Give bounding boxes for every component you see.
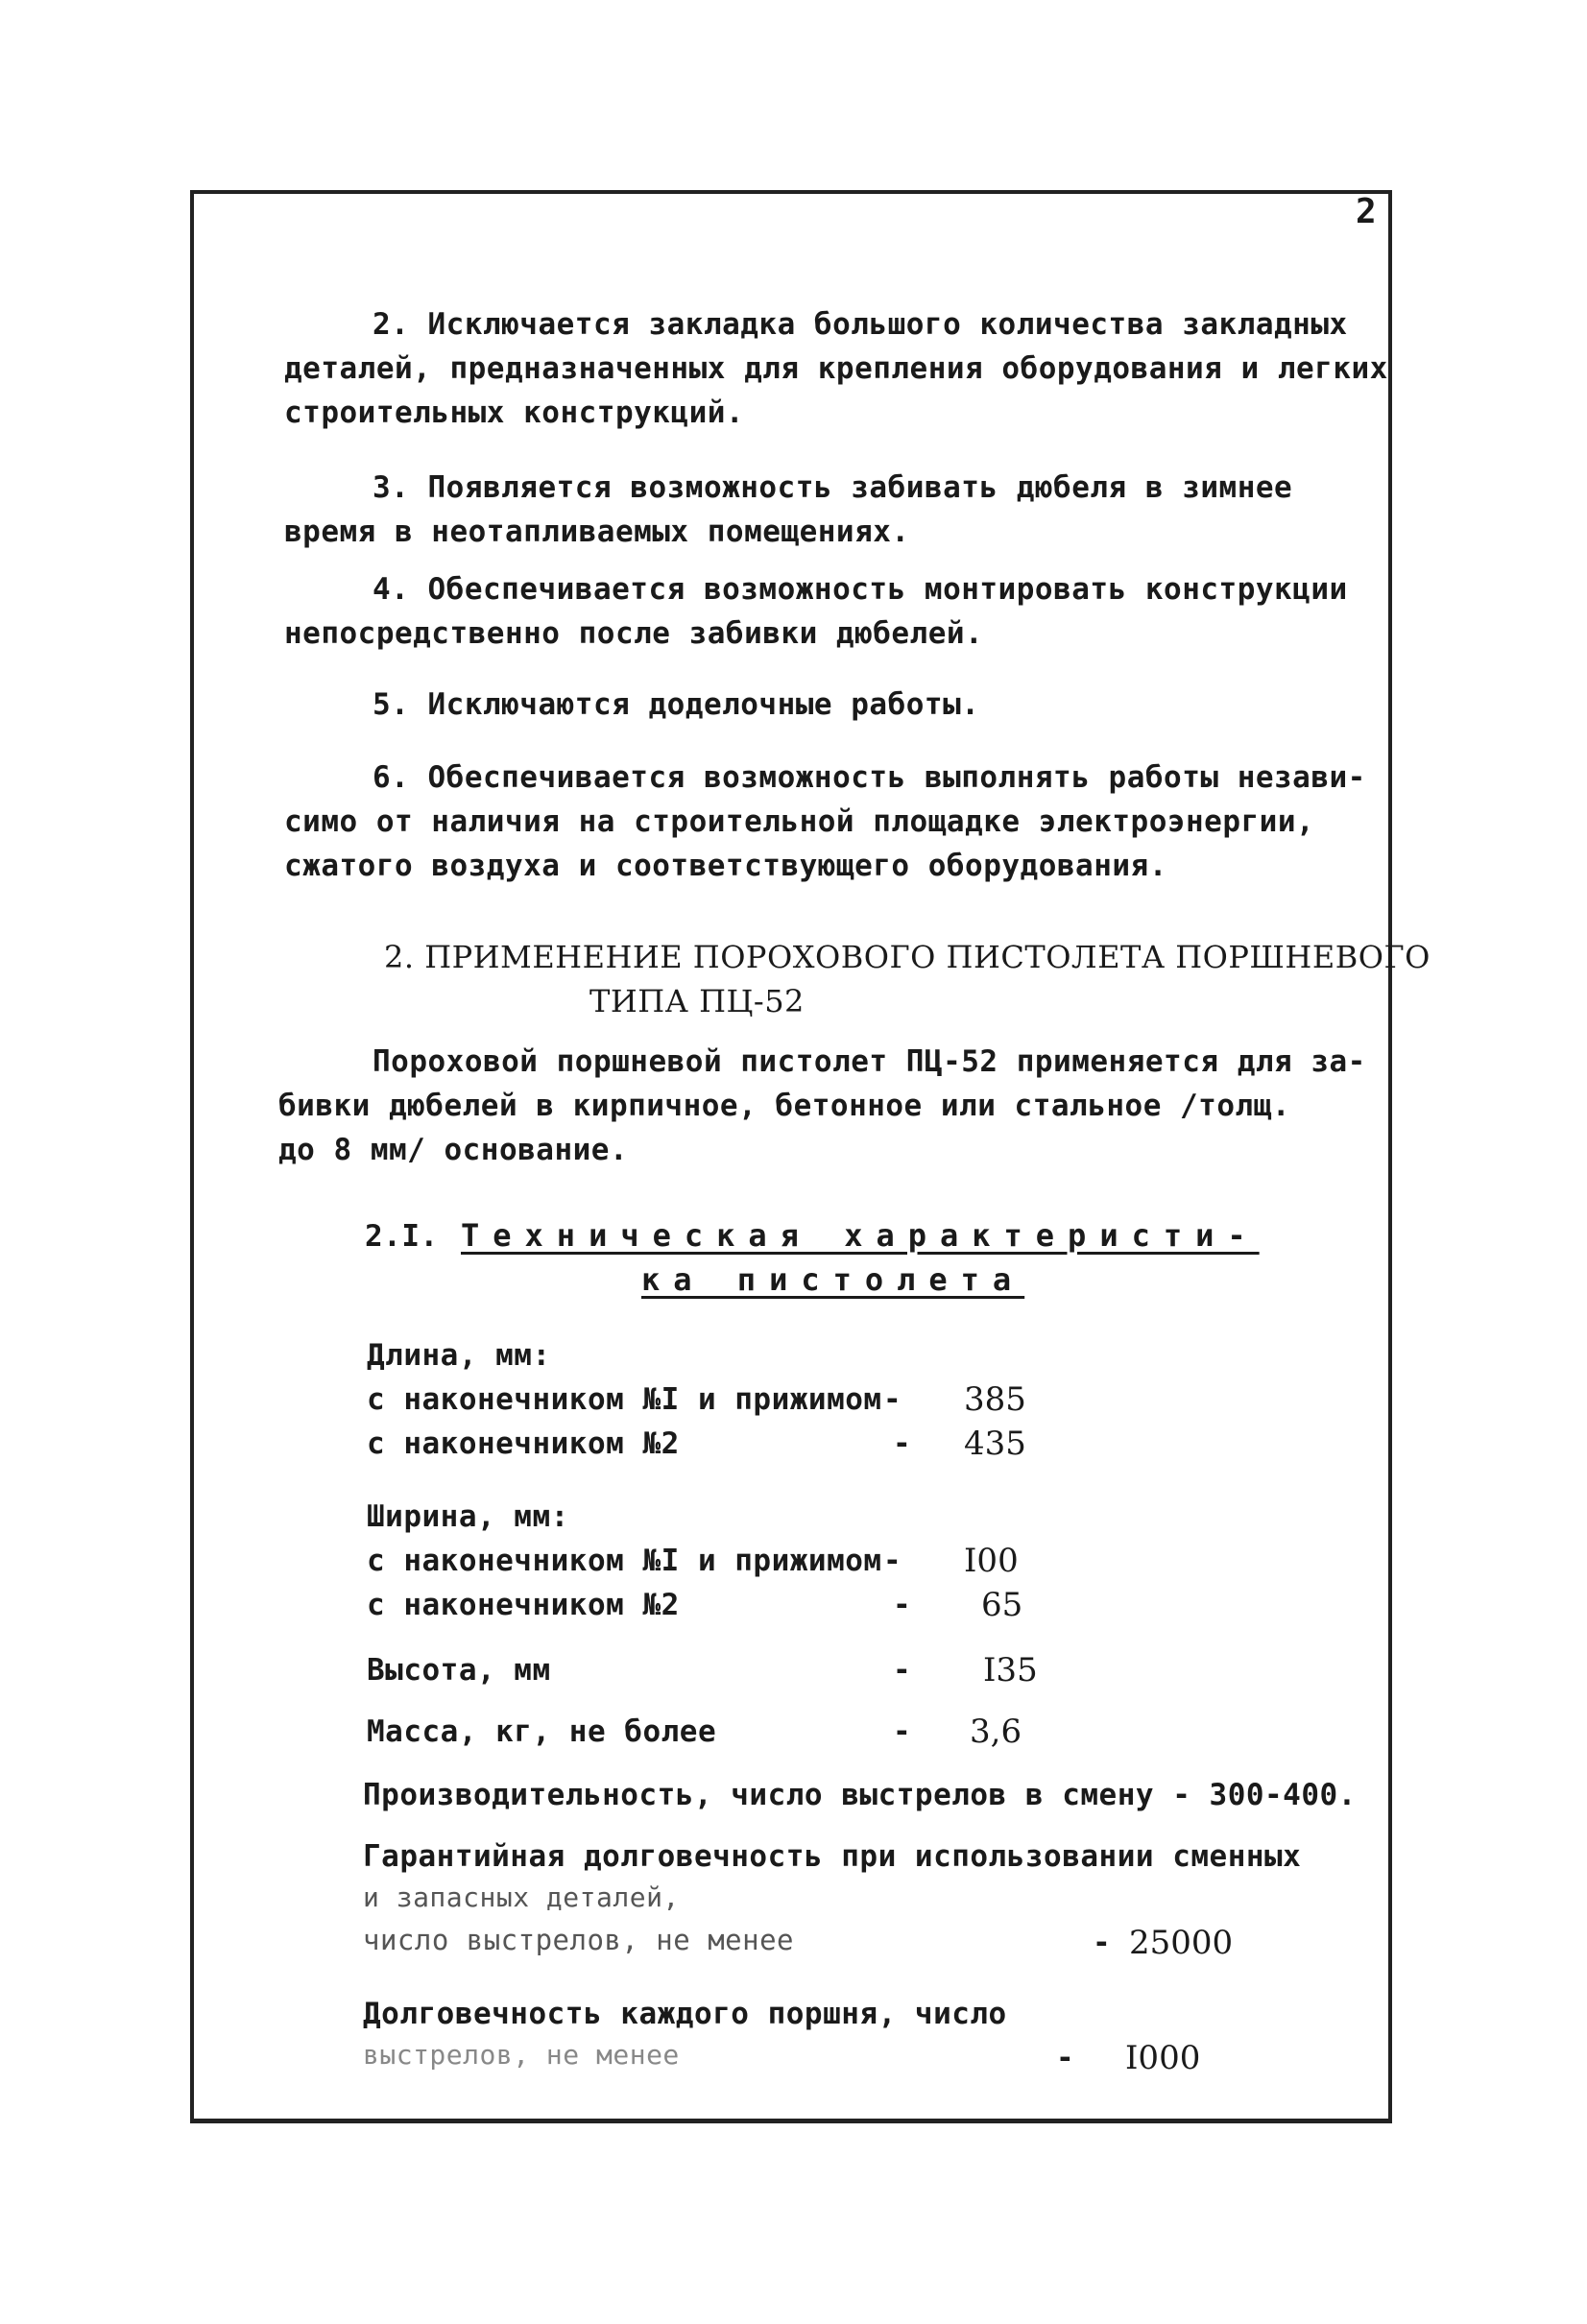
paragraph-2-line-1: 2. Исключается закладка большого количества закладных xyxy=(373,307,1348,342)
section-intro-line-1: Пороховой поршневой пистолет ПЦ-52 применяется для за- xyxy=(373,1044,1366,1079)
paragraph-6-line-1: 6. Обеспечивается возможность выполнять работы незави- xyxy=(373,760,1366,795)
spec-length-2-value: 435 xyxy=(964,1425,1026,1463)
spec-width-2-label: с наконечником №2 xyxy=(367,1588,680,1622)
spec-length-1-dash: - xyxy=(883,1382,902,1417)
paragraph-4-line-1: 4. Обеспечивается возможность монтировать конструкции xyxy=(373,572,1348,607)
paragraph-2-line-3: строительных конструкций. xyxy=(284,395,745,430)
spec-width-2-value: 65 xyxy=(981,1586,1023,1624)
section-intro-line-3: до 8 мм/ основание. xyxy=(278,1133,629,1167)
spec-width-label: Ширина, мм: xyxy=(367,1499,569,1534)
spec-length-2-label: с наконечником №2 xyxy=(367,1426,680,1461)
spec-height-label: Высота, мм xyxy=(367,1653,551,1688)
spec-piston-line-1: Долговечность каждого поршня, число xyxy=(363,1997,1007,2031)
paragraph-2-line-2: деталей, предназначенных для крепления оборудования и легких xyxy=(284,351,1388,386)
spec-length-1-value: 385 xyxy=(964,1380,1026,1419)
spec-piston-dash: - xyxy=(1056,2041,1074,2075)
spec-length-label: Длина, мм: xyxy=(367,1338,551,1373)
subsection-title-line-2: ка пистолета xyxy=(641,1261,1025,1298)
spec-piston-value: I000 xyxy=(1125,2039,1201,2077)
spec-mass-dash: - xyxy=(893,1714,911,1749)
subsection-title-line-1: Техническая характеристи- xyxy=(461,1217,1260,1254)
paragraph-6-line-3: сжатого воздуха и соответствующего оборудования. xyxy=(284,849,1167,883)
page-number: 2 xyxy=(1356,192,1377,231)
section-heading-line-1: 2. ПРИМЕНЕНИЕ ПОРОХОВОГО ПИСТОЛЕТА ПОРШНЕВОГО xyxy=(384,939,1431,975)
spec-productivity: Производительность, число выстрелов в смену - 300-400. xyxy=(363,1778,1357,1812)
spec-guarantee-line-2: и запасных деталей, xyxy=(363,1881,680,1913)
spec-guarantee-value: 25000 xyxy=(1129,1924,1234,1962)
spec-width-1-value: I00 xyxy=(964,1542,1019,1580)
spec-guarantee-dash: - xyxy=(1093,1926,1111,1960)
spec-width-1-label: с наконечником №I и прижимом xyxy=(367,1544,882,1578)
spec-guarantee-line-3: число выстрелов, не менее xyxy=(363,1924,794,1956)
spec-mass-label: Масса, кг, не более xyxy=(367,1714,717,1749)
spec-length-1-label: с наконечником №I и прижимом xyxy=(367,1382,882,1417)
spec-guarantee-line-1: Гарантийная долговечность при использовании сменных xyxy=(363,1839,1302,1874)
paragraph-6-line-2: симо от наличия на строительной площадке электроэнергии, xyxy=(284,804,1315,839)
spec-height-value: I35 xyxy=(983,1651,1038,1689)
paragraph-5-line-1: 5. Исключаются доделочные работы. xyxy=(373,687,980,722)
paragraph-3-line-1: 3. Появляется возможность забивать дюбеля в зимнее xyxy=(373,470,1293,505)
spec-mass-value: 3,6 xyxy=(970,1713,1022,1751)
section-heading-line-2: ТИПА ПЦ-52 xyxy=(589,983,805,1019)
spec-height-dash: - xyxy=(893,1653,911,1688)
section-intro-line-2: бивки дюбелей в кирпичное, бетонное или стальное /толщ. xyxy=(278,1089,1290,1123)
spec-piston-line-2: выстрелов, не менее xyxy=(363,2039,680,2071)
paragraph-3-line-2: время в неотапливаемых помещениях. xyxy=(284,515,910,549)
paragraph-4-line-2: непосредственно после забивки дюбелей. xyxy=(284,616,984,651)
subsection-number: 2.I. xyxy=(365,1219,439,1254)
spec-width-2-dash: - xyxy=(893,1588,911,1622)
spec-length-2-dash: - xyxy=(893,1426,911,1461)
spec-width-1-dash: - xyxy=(883,1544,902,1578)
